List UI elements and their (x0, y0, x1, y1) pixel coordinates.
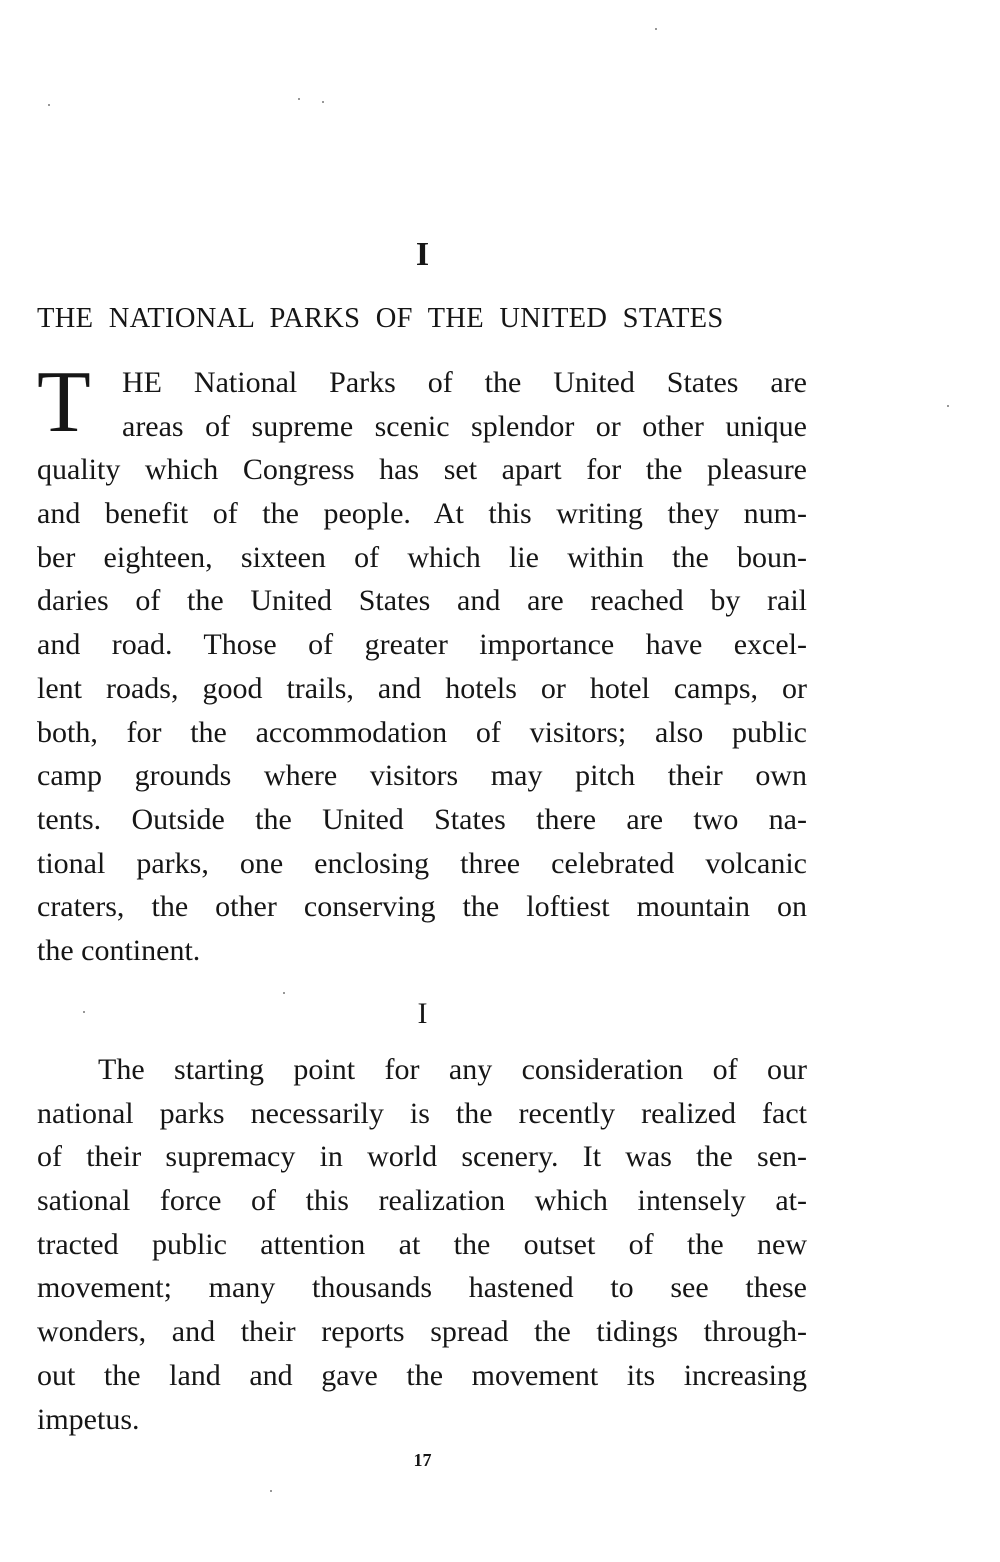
text-line: out the land and gave the movement its increasing (37, 1358, 807, 1392)
text-line: HE National Parks of the United States are (122, 366, 807, 399)
page-number: 17 (413, 1450, 432, 1470)
paragraph-2 (37, 1048, 807, 1441)
scan-speck (48, 104, 50, 106)
drop-cap: T (37, 354, 91, 451)
scan-speck (322, 101, 324, 103)
text-line: wonders, and their reports spread the tidings through- (37, 1315, 807, 1349)
scan-speck (270, 1490, 272, 1492)
text-line: tents. Outside the United States there are two na- (37, 802, 807, 836)
drop-cap-block (37, 354, 807, 451)
text-line: both, for the accommodation of visitors; also public (37, 715, 807, 749)
text-line: tracted public attention at the outset of the new (37, 1227, 807, 1261)
text-line: and road. Those of greater importance have excel- (37, 628, 807, 662)
text-line: tional parks, one enclosing three celebrated volcanic (37, 846, 807, 880)
text-line: lent roads, good trails, and hotels or hotel camps, or (37, 671, 807, 705)
text-line: quality which Congress has set apart for the pleasure (37, 453, 807, 487)
text-line: movement; many thousands hastened to see these (37, 1271, 807, 1305)
chapter-numeral: I (415, 236, 430, 273)
text-line: the continent. (37, 933, 201, 967)
section-numeral: I (417, 997, 428, 1030)
paragraph-1 (37, 354, 807, 973)
text-line: ber eighteen, sixteen of which lie within the boun- (37, 540, 807, 574)
text-line: sational force of this realization which intensely at- (37, 1184, 807, 1218)
text-line: areas of supreme scenic splendor or other unique (122, 409, 807, 443)
scan-speck (298, 98, 300, 100)
text-line: of their supremacy in world scenery. It was the sen- (37, 1140, 807, 1174)
text-line: impetus. (37, 1402, 140, 1436)
text-line: camp grounds where visitors may pitch their own (37, 759, 807, 793)
text-line: and benefit of the people. At this writing they num- (37, 497, 807, 531)
chapter-title: THE NATIONAL PARKS OF THE UNITED STATES (37, 303, 724, 334)
text-line: daries of the United States and are reached by rail (37, 584, 807, 618)
text-line: national parks necessarily is the recently realized fact (37, 1096, 807, 1130)
scan-speck (655, 28, 657, 30)
scan-speck (947, 405, 949, 407)
text-line: The starting point for any consideration of our (98, 1053, 807, 1086)
text-line: craters, the other conserving the loftiest mountain on (37, 890, 807, 924)
